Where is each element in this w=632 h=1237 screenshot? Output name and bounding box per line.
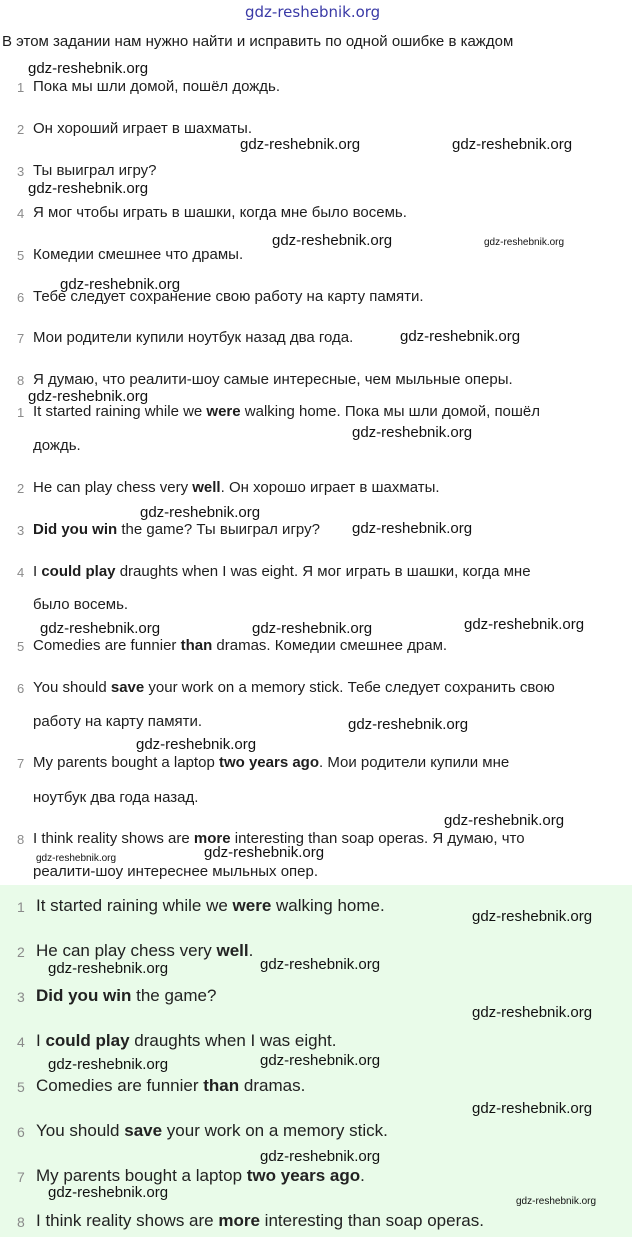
watermark: gdz-reshebnik.org (452, 136, 573, 153)
ru-item: Я мог чтобы играть в шашки, когда мне было восемь. (33, 204, 407, 221)
corrected-item: You should save your work on a memory stick. Тебе следует сохранить свою (33, 679, 555, 696)
item-number: 1 (17, 80, 25, 95)
item-number: 6 (17, 290, 25, 305)
item-number: 6 (17, 681, 25, 696)
answer-number: 2 (17, 944, 25, 960)
item-number: 2 (17, 122, 25, 137)
watermark: gdz-reshebnik.org (48, 1184, 169, 1201)
corrected-item: Comedies are funnier than dramas. Комедии смешнее драм. (33, 637, 448, 654)
watermark: gdz-reshebnik.org (464, 616, 585, 633)
corrected-translation-cont: ноутбук два года назад. (33, 789, 199, 806)
corrected-translation-cont: было восемь. (33, 596, 129, 613)
item-number: 8 (17, 832, 25, 847)
watermark: gdz-reshebnik.org (352, 424, 473, 441)
watermark: gdz-reshebnik.org (28, 388, 149, 405)
site-header[interactable]: gdz-reshebnik.org (245, 3, 381, 21)
answer-number: 1 (17, 899, 25, 915)
corrected-item: It started raining while we were walking home. Пока мы шли домой, пошёл (33, 403, 541, 420)
task-intro: В этом задании нам нужно найти и исправить по одной ошибке в каждом (2, 33, 514, 50)
watermark: gdz-reshebnik.org (472, 1004, 593, 1021)
answer-item: Comedies are funnier than dramas. (36, 1076, 306, 1095)
item-number: 7 (17, 756, 25, 771)
watermark: gdz-reshebnik.org (240, 136, 361, 153)
answer-item: I think reality shows are more interesting than soap operas. (36, 1211, 484, 1230)
corrected-translation-cont: дождь. (33, 437, 81, 454)
ru-item: Он хороший играет в шахматы. (33, 120, 253, 137)
corrected-translation-cont: работу на карту памяти. (33, 713, 203, 730)
watermark: gdz-reshebnik.org (516, 1196, 597, 1207)
watermark: gdz-reshebnik.org (348, 716, 469, 733)
corrected-item: He can play chess very well. Он хорошо играет в шахматы. (33, 479, 440, 496)
answer-number: 7 (17, 1169, 25, 1185)
answer-item: He can play chess very well. (36, 941, 254, 960)
answer-number: 6 (17, 1124, 25, 1140)
corrected-item: My parents bought a laptop two years ago. Мои родители купили мне (33, 754, 510, 771)
corrected-translation-cont: реалити-шоу интереснее мыльных опер. (33, 863, 319, 880)
watermark: gdz-reshebnik.org (36, 853, 117, 864)
answer-item: My parents bought a laptop two years ago. (36, 1166, 365, 1185)
answer-item: Did you win the game? (36, 986, 217, 1005)
watermark: gdz-reshebnik.org (444, 812, 565, 829)
answer-number: 4 (17, 1034, 25, 1050)
watermark: gdz-reshebnik.org (204, 844, 325, 861)
ru-item: Мои родители купили ноутбук назад два года. (33, 329, 354, 346)
watermark: gdz-reshebnik.org (260, 1148, 381, 1165)
watermark: gdz-reshebnik.org (252, 620, 373, 637)
watermark: gdz-reshebnik.org (484, 237, 565, 248)
item-number: 3 (17, 164, 25, 179)
watermark: gdz-reshebnik.org (28, 60, 149, 77)
answer-item: You should save your work on a memory stick. (36, 1121, 388, 1140)
watermark: gdz-reshebnik.org (260, 1052, 381, 1069)
item-number: 7 (17, 331, 25, 346)
corrected-item: Did you win the game? Ты выиграл игру? (33, 521, 320, 538)
item-number: 3 (17, 523, 25, 538)
watermark: gdz-reshebnik.org (60, 276, 181, 293)
answer-item: I could play draughts when I was eight. (36, 1031, 337, 1050)
watermark: gdz-reshebnik.org (400, 328, 521, 345)
watermark: gdz-reshebnik.org (472, 1100, 593, 1117)
ru-item: Комедии смешнее что драмы. (33, 246, 244, 263)
ru-item: Тебе следует сохранение свою работу на карту памяти. (33, 288, 424, 305)
corrected-item: I could play draughts when I was eight. Я мог играть в шашки, когда мне (33, 563, 531, 580)
watermark: gdz-reshebnik.org (48, 1056, 169, 1073)
corrected-item: I think reality shows are more interesting than soap operas. Я думаю, что (33, 830, 525, 847)
watermark: gdz-reshebnik.org (40, 620, 161, 637)
ru-item: Я думаю, что реалити-шоу самые интересные, чем мыльные оперы. (33, 371, 513, 388)
ru-item: Пока мы шли домой, пошёл дождь. (33, 78, 281, 95)
item-number: 1 (17, 405, 25, 420)
watermark: gdz-reshebnik.org (28, 180, 149, 197)
item-number: 8 (17, 373, 25, 388)
watermark: gdz-reshebnik.org (472, 908, 593, 925)
item-number: 4 (17, 206, 25, 221)
watermark: gdz-reshebnik.org (136, 736, 257, 753)
item-number: 5 (17, 639, 25, 654)
ru-item: Ты выиграл игру? (33, 162, 157, 179)
watermark: gdz-reshebnik.org (48, 960, 169, 977)
answer-item: It started raining while we were walking home. (36, 896, 385, 915)
answer-number: 5 (17, 1079, 25, 1095)
answer-number: 3 (17, 989, 25, 1005)
watermark: gdz-reshebnik.org (272, 232, 393, 249)
watermark: gdz-reshebnik.org (140, 504, 261, 521)
item-number: 2 (17, 481, 25, 496)
answer-number: 8 (17, 1214, 25, 1230)
watermark: gdz-reshebnik.org (352, 520, 473, 537)
item-number: 4 (17, 565, 25, 580)
item-number: 5 (17, 248, 25, 263)
watermark: gdz-reshebnik.org (260, 956, 381, 973)
